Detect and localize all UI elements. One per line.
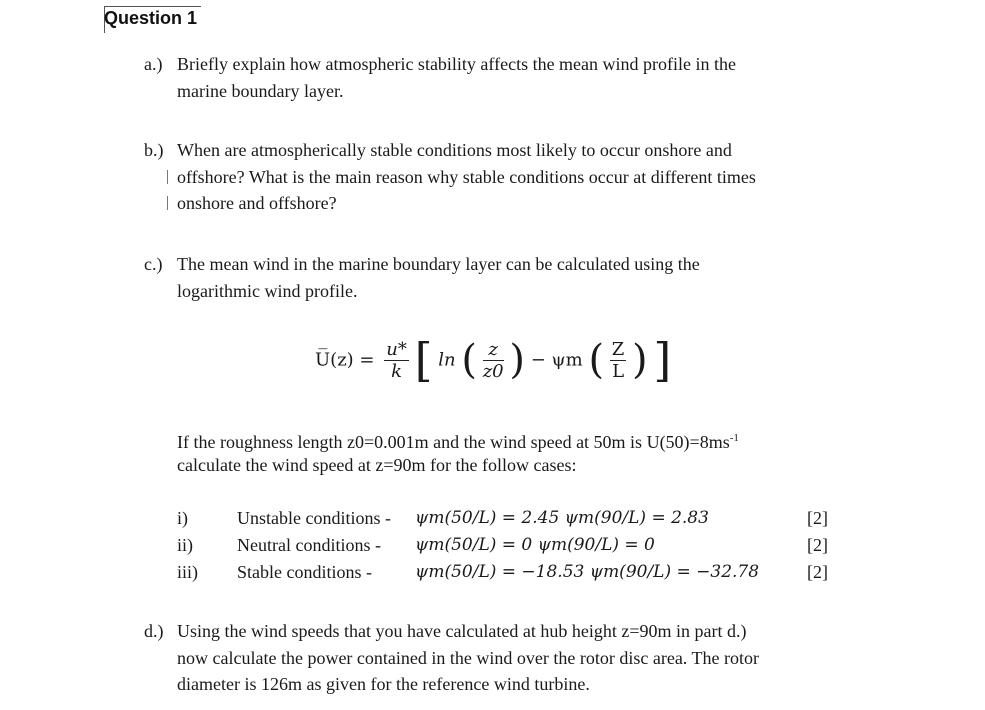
eq-right-bracket: ] xyxy=(653,333,672,387)
part-d-line3: diameter is 126m as given for the reference wind turbine. xyxy=(177,674,590,694)
part-a-line1: Briefly explain how atmospheric stability affects the mean wind profile in the xyxy=(177,54,737,74)
case-ii-label: Neutral conditions - xyxy=(237,535,381,555)
eq-minus-psi: − ψm xyxy=(530,349,583,371)
part-c-marker: c.) xyxy=(144,254,163,274)
part-b-line1: When are atmospherically stable conditions most likely to occur onshore and xyxy=(177,140,732,160)
eq-den-k: k xyxy=(391,360,402,382)
part-c-line4: calculate the wind speed at z=90m for the follow cases: xyxy=(177,455,577,475)
eq-fraction-ustar-k xyxy=(384,339,409,382)
part-d-line2: now calculate the power contained in the wind over the rotor disc area. The rotor xyxy=(177,648,759,668)
eq-fraction-Z-L xyxy=(610,339,627,382)
part-c-line1: The mean wind in the marine boundary layer can be calculated using the xyxy=(177,254,700,274)
case-ii-mark: [2] xyxy=(807,535,828,555)
eq-num-Z: Z xyxy=(611,338,625,360)
case-iii-mark: [2] xyxy=(807,562,828,582)
part-c-line2: logarithmic wind profile. xyxy=(177,281,358,301)
margin-tick xyxy=(167,196,174,210)
eq-paren-close-2: ) xyxy=(632,337,648,383)
case-i-num: i) xyxy=(177,508,188,528)
case-iii-label: Stable conditions - xyxy=(237,562,372,582)
eq-lhs: U̅(z) = xyxy=(315,349,375,371)
eq-fraction-z-z0 xyxy=(483,339,504,382)
part-a-marker: a.) xyxy=(144,54,163,74)
case-i-mark: [2] xyxy=(807,508,828,528)
part-d-line1: Using the wind speeds that you have calculated at hub height z=90m in part d.) xyxy=(177,621,747,641)
part-b-line3: onshore and offshore? xyxy=(177,193,337,213)
case-ii-expr: ψm(50/L) = 0 ψm(90/L) = 0 xyxy=(415,535,655,555)
case-iii-expr: ψm(50/L) = −18.53 ψm(90/L) = −32.78 xyxy=(415,562,760,582)
eq-paren-close: ) xyxy=(509,337,525,383)
eq-paren-open: ( xyxy=(461,337,477,383)
eq-ln: ln xyxy=(438,349,456,371)
eq-den-L: L xyxy=(612,360,625,382)
eq-den-z0: z0 xyxy=(482,360,504,382)
part-c-line3-text: If the roughness length z0=0.001m and the wind speed at 50m is U(50)=8ms xyxy=(177,432,730,452)
eq-num-z: z xyxy=(483,339,504,361)
question-title: Question 1 xyxy=(104,8,198,28)
margin-tick xyxy=(167,170,174,184)
eq-left-bracket: [ xyxy=(414,333,433,387)
part-c-line3-sup: -1 xyxy=(729,432,739,444)
case-i-label: Unstable conditions - xyxy=(237,508,391,528)
log-wind-equation xyxy=(315,333,671,387)
part-b-marker: b.) xyxy=(144,140,164,160)
part-d-marker: d.) xyxy=(144,621,164,641)
eq-paren-open-2: ( xyxy=(588,337,605,383)
case-i-expr: ψm(50/L) = 2.45 ψm(90/L) = 2.83 xyxy=(415,508,709,528)
eq-num-ustar: u* xyxy=(386,338,407,360)
part-a-line2: marine boundary layer. xyxy=(177,81,344,101)
case-iii-num: iii) xyxy=(177,562,198,582)
part-c-line3 xyxy=(177,425,739,455)
part-b-line2: offshore? What is the main reason why stable conditions occur at different times xyxy=(177,167,756,187)
case-ii-num: ii) xyxy=(177,535,193,555)
